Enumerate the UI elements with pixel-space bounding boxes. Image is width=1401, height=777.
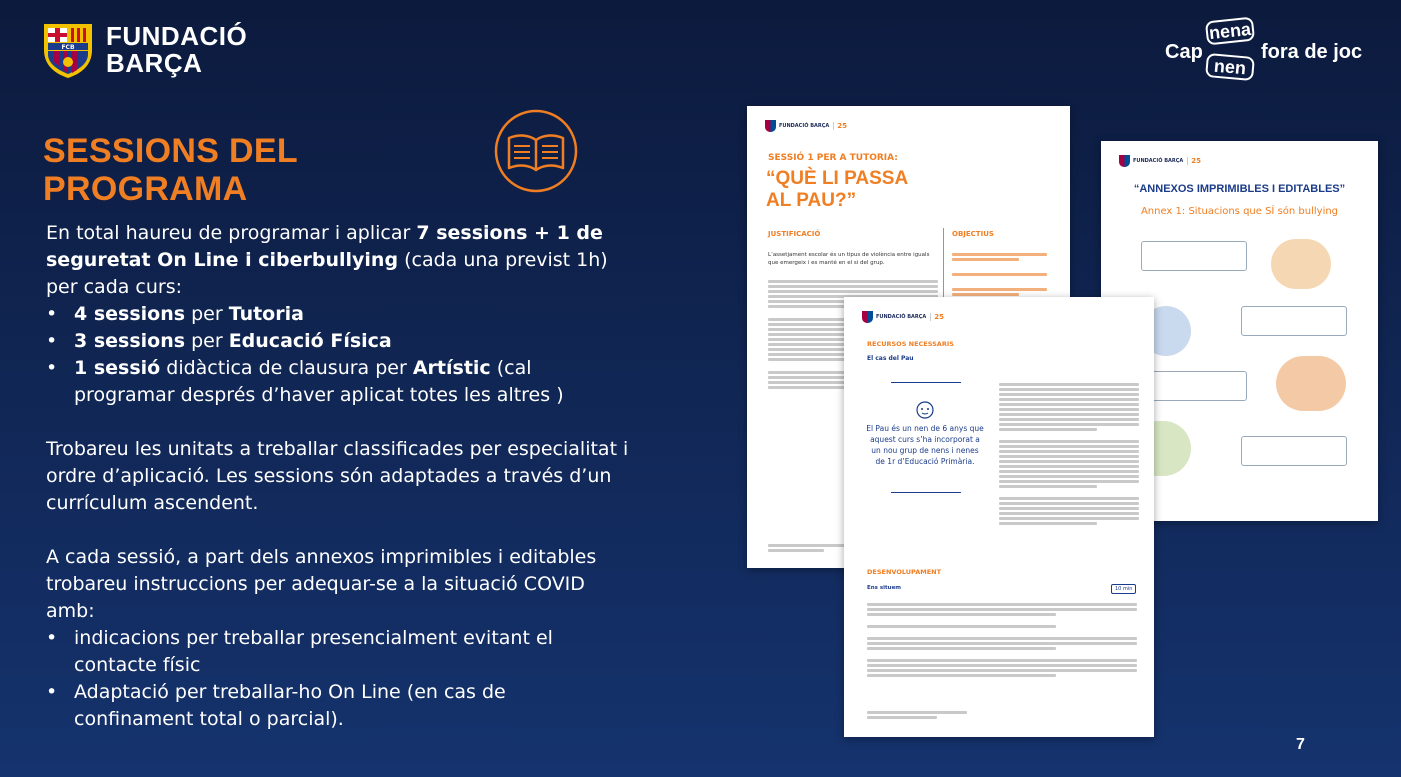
list-item: • 4 sessions per Tutoria xyxy=(46,301,631,328)
child-face-icon xyxy=(913,398,937,422)
list-item: • Adaptació per treballar-ho On Line (en cas de confinament total o parcial). xyxy=(46,679,631,733)
body-text xyxy=(46,220,631,733)
doc-c-case: El cas del Pau xyxy=(867,355,914,362)
document-thumbnail-resources: FUNDACIÓ BARÇA 25 RECURSOS NECESSARIS El cas del Pau El Pau és un nen de 6 anys que aquest curs s’ha incorporat a un nou grup de nens i nenes de 1r d’Educació Primària. DESENVOLUPAMENT Ens situem 10 min xyxy=(844,297,1154,737)
covid-list xyxy=(46,625,631,733)
doc-c-sub: Ens situem xyxy=(867,585,902,591)
doc-a-kicker: SESSIÓ 1 PER A TUTORIA: xyxy=(768,153,898,163)
paragraph-covid: A cada sessió, a part dels annexos imprimibles i editables trobareu instruccions per adequar-se a la situació COVID amb: xyxy=(46,546,597,622)
doc-c-section2: DESENVOLUPAMENT xyxy=(867,568,942,576)
doc-a-col1: JUSTIFICACIÓ xyxy=(768,230,821,238)
paragraph-intro: En total haureu de programar i aplicar 7 sessions + 1 de seguretat On Line i ciberbullying (cada una previst 1h) per cada curs: xyxy=(46,222,608,298)
cap-nena-nen-fora-de-joc-logo xyxy=(1165,17,1365,83)
doc-a-title: “QUÈ LI PASSA AL PAU?” xyxy=(766,168,909,211)
open-book-icon xyxy=(493,108,579,194)
crest-text: FCB xyxy=(61,44,75,51)
fundacio-barca-logo xyxy=(40,20,247,80)
campaign-nen: nen xyxy=(1205,53,1255,81)
fcb-crest-icon xyxy=(40,20,96,80)
campaign-cap: Cap xyxy=(1165,41,1203,63)
doc-a-lead: L’assetjament escolar és un tipus de violència entre iguals que emergeix i es manté en el si del grup. xyxy=(768,252,930,266)
logo-line-1: FUNDACIÓ xyxy=(106,21,248,51)
logo-line-2: BARÇA xyxy=(106,48,203,78)
doc-b-title: “ANNEXOS IMPRIMIBLES I EDITABLES” xyxy=(1133,183,1346,195)
title-line-1: SESSIONS DEL xyxy=(43,132,298,170)
page-title xyxy=(43,132,298,208)
campaign-nena: nena xyxy=(1205,17,1255,46)
document-thumbnail-session-1: FUNDACIÓ BARÇA 25 SESSIÓ 1 PER A TUTORIA: “QUÈ LI PASSA AL PAU?” JUSTIFICACIÓ OBJECTIUS L’assetjament escolar és un tipus de violència entre iguals que emergeix i es manté en el si del grup. xyxy=(747,106,1070,568)
doc-b-subtitle: Annex 1: Situacions que SÍ són bullying xyxy=(1140,206,1339,217)
campaign-fora: fora de joc xyxy=(1261,41,1363,63)
document-thumbnail-annexes: FUNDACIÓ BARÇA 25 “ANNEXOS IMPRIMIBLES I EDITABLES” Annex 1: Situacions que SÍ són bullying xyxy=(1101,141,1378,521)
doc-c-section1: RECURSOS NECESSARIS xyxy=(867,340,954,348)
title-line-2: PROGRAMA xyxy=(43,170,248,208)
doc-c-callout: El Pau és un nen de 6 anys que aquest curs s’ha incorporat a un nou grup de nens i nenes de 1r d’Educació Primària. xyxy=(866,424,984,466)
list-item: • 1 sessió didàctica de clausura per Artístic (cal programar després d’haver aplicat totes les altres ) xyxy=(46,355,631,409)
doc-a-col2: OBJECTIUS xyxy=(952,230,994,238)
list-item: • 3 sessions per Educació Física xyxy=(46,328,631,355)
list-item: • indicacions per treballar presencialment evitant el contacte físic xyxy=(46,625,631,679)
page-number: 7 xyxy=(1296,736,1305,753)
paragraph-units: Trobareu les unitats a treballar classificades per especialitat i ordre d’aplicació. Les sessions són adaptades a través d’un currículum ascendent. xyxy=(46,438,629,514)
sessions-list xyxy=(46,301,631,409)
doc-c-duration: 10 min xyxy=(1111,584,1136,594)
